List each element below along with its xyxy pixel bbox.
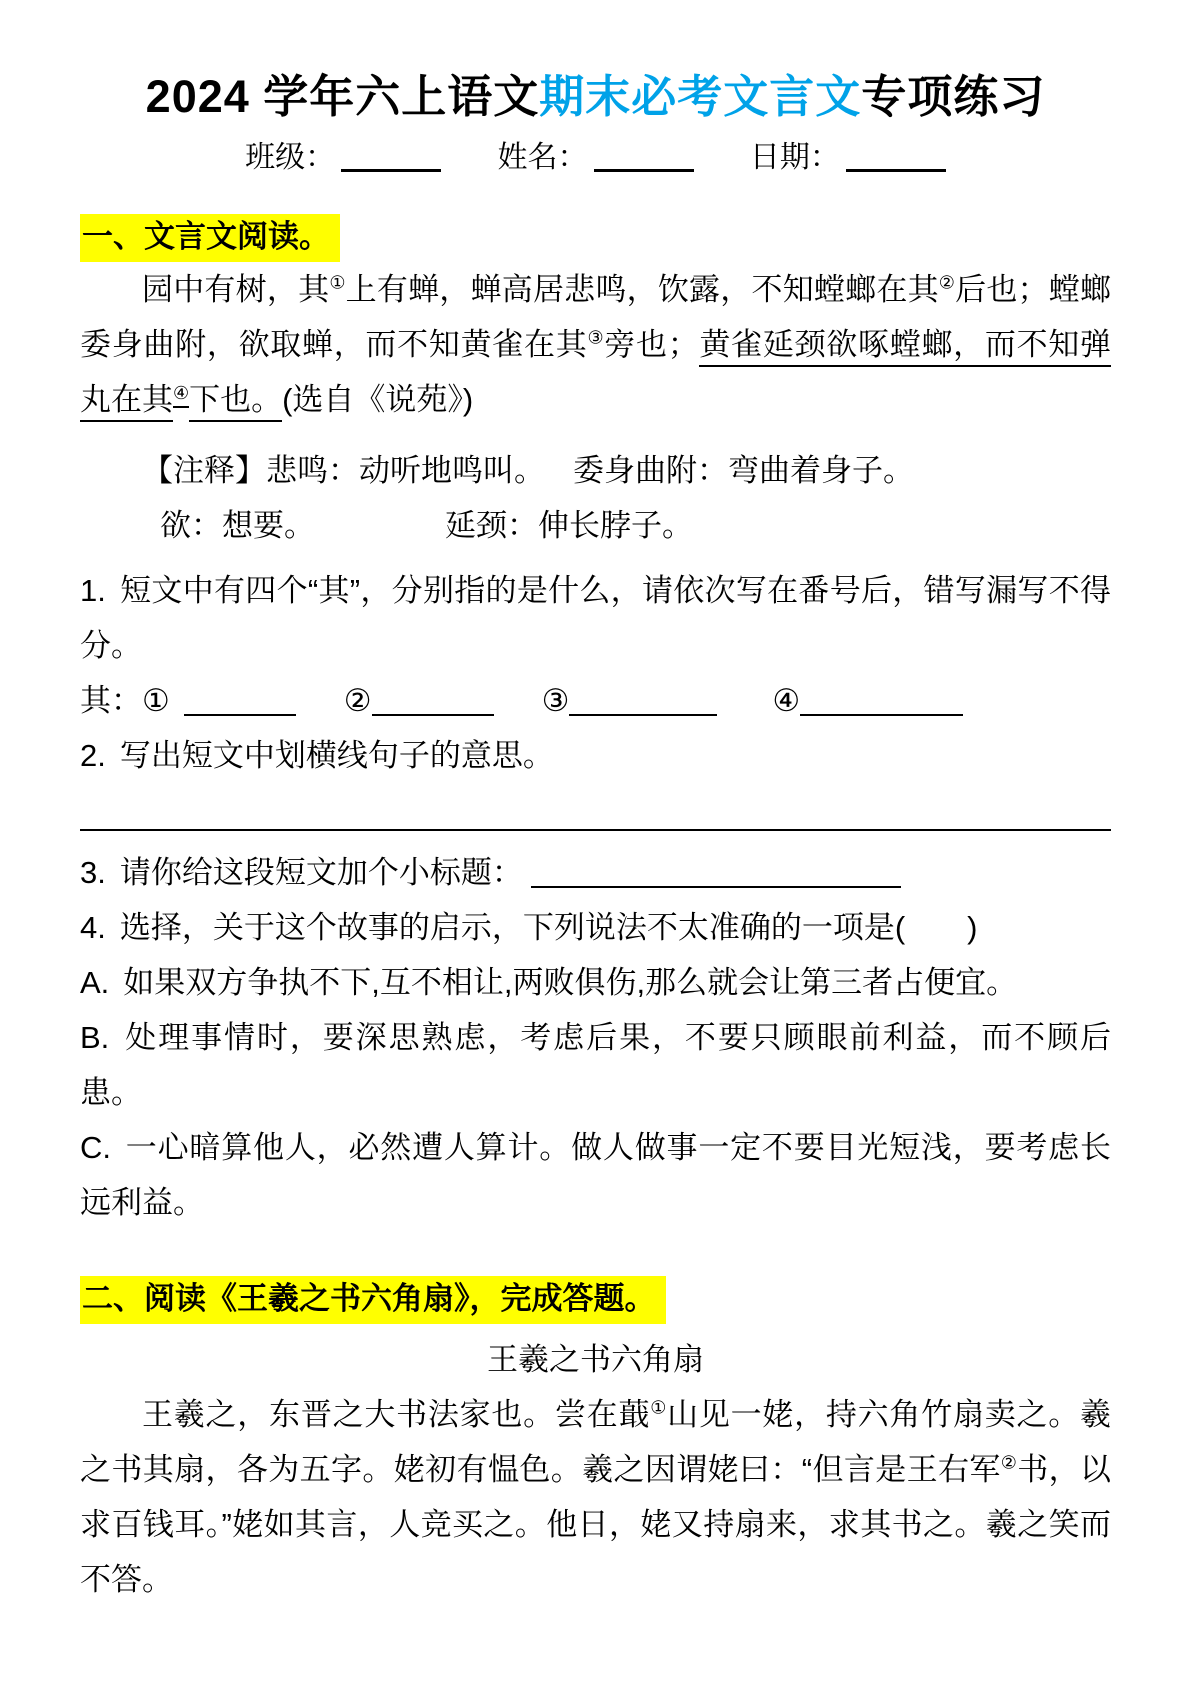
passage-two (80, 1387, 1111, 1607)
page-title-prefix: 2024 学年六上语文 (145, 71, 540, 122)
q1-blanks-label: 其： (80, 683, 142, 718)
question-3-number: 3. (80, 855, 106, 890)
footnote-marker-4: ④ (173, 383, 189, 408)
underlined-sentence: 下也。 (189, 382, 282, 422)
annotation-line-1 (80, 443, 1111, 498)
option-a-text: 如果双方争执不下,互不相让,两败俱伤,那么就会让第三者占便宜。 (123, 965, 1018, 1000)
name-field (498, 136, 694, 180)
question-1-number: 1. (80, 573, 106, 608)
passage-two-text: 书，以求百钱耳。”姥如其言，人竞买之。他日，姥又持扇来，求其书之。羲之笑而不答。 (80, 1452, 1112, 1597)
question-1 (80, 563, 1111, 673)
option-a (80, 955, 1111, 1010)
page-title-suffix: 专项练习 (861, 71, 1046, 122)
footnote-marker-2: ② (938, 272, 956, 293)
circled-number-1: ① (142, 683, 170, 718)
annotation-item: 延颈：伸长脖子。 (445, 508, 693, 543)
option-b (80, 1010, 1111, 1120)
question-1-text: 短文中有四个“其”，分别指的是什么，请依次写在番号后，错写漏写不得分。 (80, 573, 1111, 663)
passage-one-text: 旁也； (604, 327, 699, 362)
page-title (80, 70, 1111, 124)
option-c-text: 一心暗算他人，必然遭人算计。做人做事一定不要目光短浅，要考虑长远利益。 (80, 1130, 1111, 1220)
q2-answer-line (80, 829, 1111, 831)
question-2-text: 写出短文中划横线句子的意思。 (119, 738, 554, 773)
date-blank-line (846, 142, 946, 172)
name-label: 姓名： (497, 141, 588, 174)
passage-one-text: 上有蝉，蝉高居悲鸣，饮露，不知螳螂在其 (345, 272, 939, 307)
footnote-marker-2: ② (1000, 1452, 1018, 1473)
annotation-item: 欲：想要。 (160, 508, 315, 543)
circled-number-2: ② (343, 683, 372, 718)
section-one-heading: 一、文言文阅读。 (80, 214, 340, 262)
q1-blank-line-3 (569, 685, 717, 716)
question-4-text: 选择，关于这个故事的启示，下列说法不太准确的一项是( ) (119, 910, 978, 945)
underlined-sentence: 黄雀延颈欲啄螳螂，而不知弹丸在其 (80, 327, 1111, 422)
q1-blank-line-1 (184, 685, 296, 716)
annotation-tag: 【注释】 (142, 453, 266, 488)
passage-two-text: 王羲之，东晋之大书法家也。尝在蕺 (142, 1397, 651, 1432)
date-field (750, 136, 946, 180)
section-two-heading: 二、阅读《王羲之书六角扇》，完成答题。 (80, 1276, 666, 1324)
q3-blank-line (531, 857, 901, 888)
page-title-highlight: 期末必考文言文 (539, 71, 862, 122)
question-3 (80, 845, 1111, 900)
name-blank-line (594, 142, 694, 172)
question-4-number: 4. (80, 910, 106, 945)
question-2 (80, 728, 1111, 783)
footnote-marker-3: ③ (587, 327, 605, 348)
q1-blank-line-2 (372, 685, 494, 716)
option-b-label: B. (80, 1020, 110, 1055)
class-blank-line (341, 142, 441, 172)
q1-blank-line-4 (800, 685, 963, 716)
annotation-line-2 (80, 498, 1111, 553)
footnote-marker-1: ① (329, 272, 346, 293)
passage-one-text: 园中有树，其 (142, 272, 330, 307)
option-c-label: C. (80, 1130, 111, 1165)
passage-source: (选自《说苑》) (282, 382, 474, 417)
passage-one (80, 262, 1111, 427)
question-4 (80, 900, 1111, 955)
circled-number-3: ③ (541, 683, 570, 718)
q1-answer-blanks (80, 673, 1111, 728)
student-info-row (80, 136, 1111, 180)
class-field (245, 136, 441, 180)
circled-number-4: ④ (772, 683, 801, 718)
option-b-text: 处理事情时，要深思熟虑，考虑后果，不要只顾眼前利益，而不顾后患。 (80, 1020, 1111, 1110)
passage-two-text: 山见一姥，持六角竹扇卖之。羲之书其扇，各为五字。姥初有愠色。羲之因谓姥曰：“但言是王右军 (80, 1397, 1112, 1487)
passage-two-title: 王羲之书六角扇 (487, 1342, 704, 1377)
date-label: 日期： (749, 141, 840, 174)
question-3-text: 请你给这段短文加个小标题： (119, 855, 523, 890)
option-a-label: A. (80, 965, 110, 1000)
annotation-item: 悲鸣：动听地鸣叫。 (266, 453, 545, 488)
question-2-number: 2. (80, 738, 106, 773)
annotation-item: 委身曲附：弯曲着身子。 (573, 453, 914, 488)
section-one (80, 180, 1111, 262)
passage-one-text: 后也；螳螂委身曲附，欲取蝉，而不知黄雀在其 (80, 272, 1111, 362)
class-label: 班级： (245, 141, 336, 174)
section-two (80, 1242, 1111, 1324)
footnote-marker-1: ① (650, 1397, 668, 1418)
option-c (80, 1120, 1111, 1230)
